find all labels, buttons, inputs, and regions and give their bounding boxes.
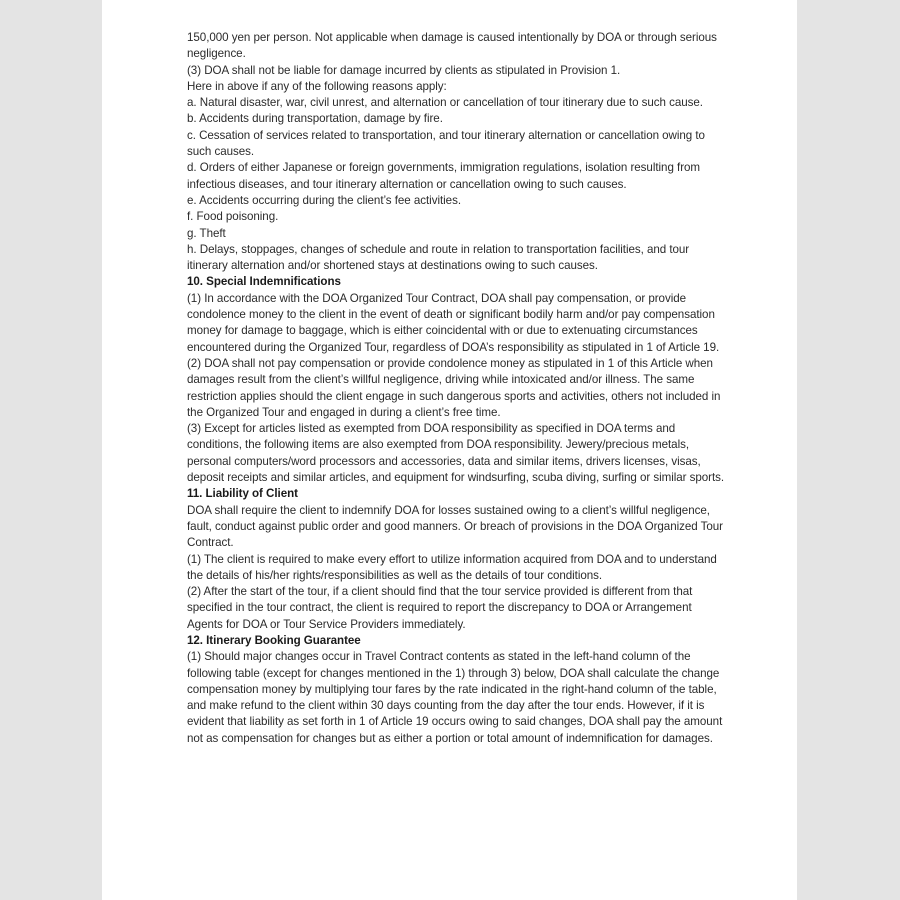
section-heading-11: 11. Liability of Client <box>187 487 298 501</box>
document-body <box>187 30 727 747</box>
paragraph-11-2: (2) After the start of the tour, if a client should find that the tour service provided is different from that specified in the tour contract, the client is required to report the discrepancy to DOA or Arrangement Agents for DOA or Tour Service Providers immediately. <box>187 585 693 631</box>
paragraph-11-intro: DOA shall require the client to indemnify DOA for losses sustained owing to a client’s willful negligence, fault, conduct against public order and good manners. Or breach of provisions in the DOA Organized Tour Contract. <box>187 503 723 550</box>
list-item-h: h. Delays, stoppages, changes of schedule and route in relation to transportation facilities, and tour itinerary alternation and/or shortened stays at destinations owing to such causes. <box>187 242 690 273</box>
list-item-f: f. Food poisoning. <box>187 210 279 224</box>
list-item-d: d. Orders of either Japanese or foreign governments, immigration regulations, isolation resulting from infectious diseases, and tour itinerary alternation or cancellation owing to such causes. <box>187 161 701 191</box>
list-item-a: a. Natural disaster, war, civil unrest, and alternation or cancellation of tour itinerary due to such cause. <box>187 96 703 110</box>
paragraph-damage-limit: 150,000 yen per person. Not applicable when damage is caused intentionally by DOA or through serious negligence. <box>187 31 717 61</box>
section-heading-10: 10. Special Indemnifications <box>187 275 341 289</box>
list-item-c: c. Cessation of services related to transportation, and tour itinerary alternation or cancellation owing to such causes. <box>187 128 705 159</box>
paragraph-10-3: (3) Except for articles listed as exempted from DOA responsibility as specified in DOA terms and conditions, the following items are also exempted from DOA responsibility. Jewery/precious metals, personal computers/word processors and accessories, data and similar items, drivers licenses, visas, deposit receipts and similar articles, and equipment for windsurfing, scuba diving, surfing or similar sports. <box>187 422 725 485</box>
list-item-b: b. Accidents during transportation, damage by fire. <box>187 112 443 126</box>
paragraph-10-2: (2) DOA shall not pay compensation or provide condolence money as stipulated in 1 of this Article when damages result from the client’s willful negligence, driving while intoxicated and/or illness. The same restriction applies should the client engage in such dangerous sports and activities, others not included in the Organized Tour and engaged in during a client’s free time. <box>187 356 721 419</box>
paragraph-12-1: (1) Should major changes occur in Travel Contract contents as stated in the left-hand column of the following table (except for changes mentioned in the 1) through 3) below, DOA shall calculate the change compensation money by multiplying tour fares by the rate indicated in the right-hand column of the table, and make refund to the client within 30 days counting from the day after the tour ends. However, if it is evident that liability as set forth in 1 of Article 19 occurs owing to said changes, DOA shall pay the amount not as compensation for changes but as either a portion or total amount of indemnification for damages. <box>187 650 723 745</box>
paragraph-11-1: (1) The client is required to make every effort to utilize information acquired from DOA and to understand the details of his/her rights/responsibilities as well as the details of tour conditions. <box>187 552 717 582</box>
section-heading-12: 12. Itinerary Booking Guarantee <box>187 633 361 647</box>
paragraph-reasons-intro: Here in above if any of the following reasons apply: <box>187 79 447 93</box>
paragraph-10-1: (1) In accordance with the DOA Organized Tour Contract, DOA shall pay compensation, or provide condolence money to the client in the event of death or significant bodily harm and/or pay compensation money for damage to baggage, which is either coincidental with or due to extenuating circumstances encountered during the Organized Tour, regardless of DOA’s responsibility as stipulated in 1 of Article 19. <box>187 291 720 354</box>
paragraph-provision-3: (3) DOA shall not be liable for damage incurred by clients as stipulated in Provision 1. <box>187 63 621 77</box>
list-item-e: e. Accidents occurring during the client’s fee activities. <box>187 193 461 207</box>
list-item-g: g. Theft <box>187 226 226 240</box>
document-page <box>102 0 797 900</box>
